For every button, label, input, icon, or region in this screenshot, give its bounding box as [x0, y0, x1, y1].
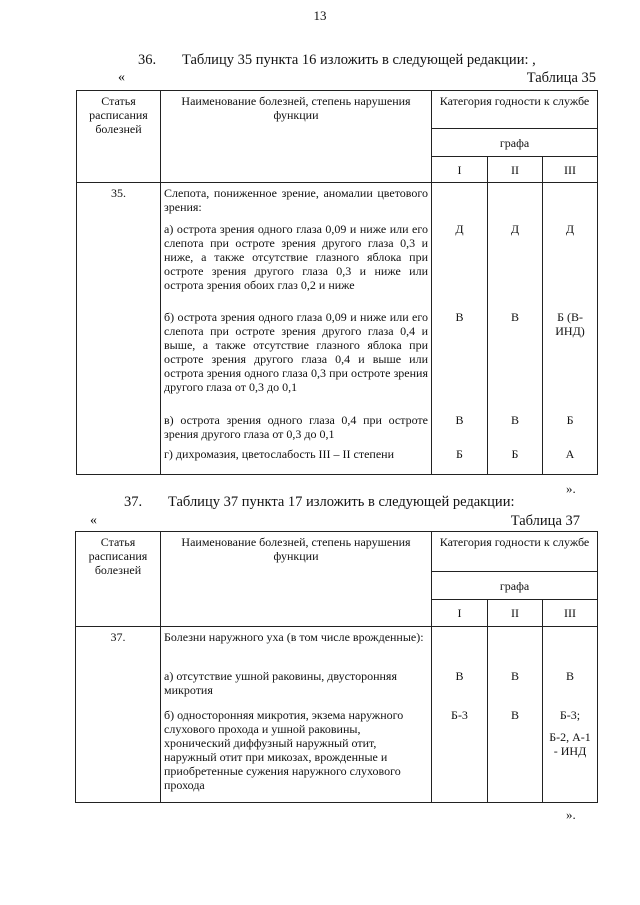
category-col-III — [543, 627, 598, 803]
category-col-III — [543, 183, 598, 475]
row-g-cat-III: А — [565, 447, 575, 461]
row-b-text: б) односторонняя микротия, экзема наружного слухового прохода и ушной раковины, хронический диффузный наружный отит, наружный отит при микозах, врожденные и приобретенные сужения наружного слухового прохода — [164, 708, 404, 792]
table-37-caption: Таблица 37 — [510, 513, 580, 529]
row-v-cat-II: В — [510, 413, 519, 427]
header-col-II: II — [488, 157, 543, 183]
row-b-cat-III-b: Б-2, А-1 - ИНД — [549, 730, 591, 758]
header-grafa: графа — [432, 129, 598, 157]
article-number: 35. — [77, 183, 161, 475]
header-article: Статья расписания болезней — [76, 532, 161, 627]
table-37 — [75, 531, 598, 803]
intro-text: Болезни наружного уха (в том числе врожденные): — [164, 630, 424, 644]
category-col-I — [432, 183, 488, 475]
amendment-37-text: Таблицу 37 пункта 17 изложить в следующей редакции: — [168, 494, 515, 510]
row-b-cat-III: Б (В-ИНД) — [555, 310, 585, 338]
row-a-cat-I: В — [455, 669, 464, 683]
row-v-cat-III: Б — [566, 413, 574, 427]
article-number: 37. — [76, 627, 161, 803]
category-col-I — [432, 627, 488, 803]
row-v-text: в) острота зрения одного глаза 0,4 при остроте зрения другого глаза от 0,3 до 0,1 — [164, 413, 428, 441]
category-col-II — [488, 183, 543, 475]
header-col-III: III — [543, 600, 598, 627]
header-article: Статья расписания болезней — [77, 91, 161, 183]
row-g-text: г) дихромазия, цветослабость III – II степени — [164, 447, 395, 461]
row-b-cat-III-a: Б-3; — [559, 708, 581, 722]
row-a-cat-III: В — [566, 669, 575, 683]
disease-descriptions — [161, 183, 432, 475]
row-a-cat-III: Д — [565, 222, 575, 236]
close-quote-36: ». — [566, 481, 576, 496]
amendment-37-number: 37. — [124, 494, 143, 510]
row-g-cat-I: Б — [456, 447, 463, 461]
header-grafa: графа — [432, 572, 598, 600]
header-col-I: I — [432, 600, 488, 627]
row-a-cat-II: В — [510, 669, 519, 683]
open-quote-37: « — [90, 513, 97, 528]
header-disease-name: Наименование болезней, степень нарушения функции — [161, 91, 432, 183]
table-35 — [76, 90, 598, 475]
header-col-I: I — [432, 157, 488, 183]
open-quote-36: « — [118, 70, 125, 85]
disease-descriptions — [161, 627, 432, 803]
header-disease-name: Наименование болезней, степень нарушения функции — [161, 532, 432, 627]
amendment-36-instruction — [138, 52, 536, 69]
header-category: Категория годности к службе — [432, 532, 598, 572]
row-b-text: б) острота зрения одного глаза 0,09 и ниже или его слепота при остроте зрения другого глаза 0,4 и выше, а также отсутствие глазного яблока при остроте зрения другого глаза 0,4 и выше или острота зрения одного глаза 0,3 при остроте зрения другого глаза от 0,3 до 0,1 — [164, 310, 428, 394]
header-col-III: III — [543, 157, 598, 183]
table-35-caption: Таблица 35 — [526, 70, 596, 86]
row-g-cat-II: Б — [511, 447, 519, 461]
row-b-cat-II: В — [510, 708, 519, 722]
intro-text: Слепота, пониженное зрение, аномалии цветового зрения: — [164, 186, 428, 214]
category-col-II — [488, 627, 543, 803]
amendment-36-number: 36. — [138, 52, 157, 68]
amendment-37-instruction — [124, 494, 515, 511]
header-category: Категория годности к службе — [432, 91, 598, 129]
close-quote-37: ». — [566, 807, 576, 822]
page-number: 13 — [313, 8, 327, 23]
amendment-36-text: Таблицу 35 пункта 16 изложить в следующей редакции: , — [182, 52, 536, 68]
header-col-II: II — [488, 600, 543, 627]
row-v-cat-I: В — [455, 413, 464, 427]
row-b-cat-I: Б-3 — [451, 708, 468, 722]
row-a-text: а) острота зрения одного глаза 0,09 и ниже или его слепота при остроте зрения другого глаза 0,3 и ниже, а также отсутствие глазного яблока при остроте зрения другого глаза 0,3 и ниже или острота зрения обоих глаз 0,2 и ниже — [164, 222, 428, 292]
row-a-text: а) отсутствие ушной раковины, двусторонняя микротия — [164, 669, 397, 697]
row-a-cat-I: Д — [455, 222, 464, 236]
row-a-cat-II: Д — [510, 222, 520, 236]
row-b-cat-I: В — [455, 310, 464, 324]
row-b-cat-II: В — [510, 310, 519, 324]
